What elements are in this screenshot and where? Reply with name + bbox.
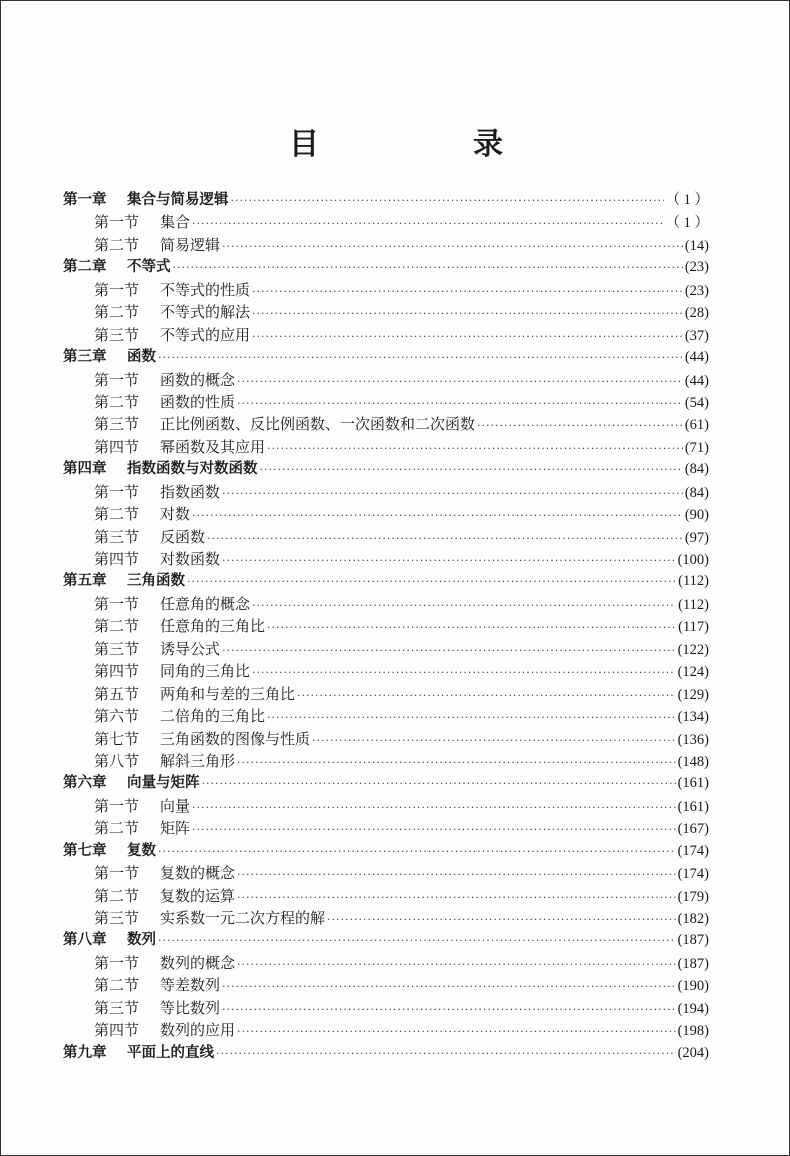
dot-leader	[252, 326, 683, 348]
entry-title: 函数的性质	[160, 392, 236, 411]
entry-number: 第七节	[94, 729, 140, 748]
entry-number: 第一节	[94, 953, 140, 972]
dot-leader	[222, 483, 683, 505]
entry-page-number: (28)	[684, 305, 709, 322]
toc-section-entry	[63, 952, 709, 974]
entry-page-number: (44)	[684, 372, 709, 389]
entry-page-number: (84)	[684, 461, 709, 478]
toc-chapter-entry	[63, 772, 709, 794]
entry-title: 复数的运算	[160, 886, 236, 905]
toc-section-entry	[63, 683, 709, 705]
toc-section-entry	[63, 234, 709, 256]
entry-title: 对数	[160, 505, 191, 524]
dot-leader	[222, 236, 683, 258]
dot-leader	[207, 528, 683, 550]
entry-page-number: (54)	[684, 394, 709, 411]
entry-page-number: (179)	[677, 888, 709, 905]
dot-leader	[237, 887, 676, 909]
entry-title: 函数的概念	[160, 370, 236, 389]
entry-title: 不等式	[127, 259, 171, 276]
dot-leader	[222, 550, 676, 572]
entry-page-number: （ 1 ）	[665, 215, 709, 232]
dot-leader	[252, 303, 683, 325]
toc-chapter-entry	[63, 840, 709, 862]
toc-section-entry	[63, 413, 709, 435]
toc-section-entry	[63, 279, 709, 301]
entry-number: 第一节	[94, 482, 140, 501]
table-of-contents	[63, 189, 709, 1064]
entry-title: 不等式的应用	[160, 325, 251, 344]
entry-page-number: (174)	[677, 842, 709, 859]
entry-page-number: (112)	[678, 596, 709, 613]
toc-section-entry	[63, 436, 709, 458]
entry-number: 第三节	[94, 325, 140, 344]
dot-leader	[237, 954, 676, 976]
entry-number: 第二节	[94, 235, 140, 254]
entry-title: 集合	[160, 213, 191, 232]
entry-page-number: (161)	[677, 775, 709, 792]
toc-section-entry	[63, 301, 709, 323]
entry-title: 矩阵	[160, 819, 191, 838]
entry-number: 第三节	[94, 415, 140, 434]
dot-leader	[158, 930, 676, 952]
entry-title: 集合与简易逻辑	[127, 192, 229, 208]
toc-section-entry	[63, 862, 709, 884]
entry-page-number: (122)	[677, 641, 709, 658]
entry-number: 第一节	[94, 864, 140, 883]
dot-leader	[237, 1021, 676, 1043]
entry-title: 平面上的直线	[127, 1044, 214, 1061]
entry-title: 对数函数	[160, 550, 221, 568]
entry-title: 三角函数	[127, 573, 185, 590]
entry-number: 第三节	[94, 909, 140, 927]
entry-page-number: (100)	[677, 552, 709, 568]
toc-chapter-entry	[63, 929, 709, 951]
toc-section-entry	[63, 593, 709, 615]
dot-leader	[237, 752, 676, 774]
toc-chapter-entry	[63, 458, 709, 480]
entry-title: 复数	[127, 842, 156, 859]
dot-leader	[192, 505, 683, 527]
entry-title: 任意角的概念	[160, 594, 251, 613]
toc-chapter-entry	[63, 346, 709, 368]
toc-section-entry	[63, 1019, 709, 1041]
toc-chapter-entry	[63, 570, 709, 592]
entry-title: 等差数列	[160, 976, 221, 995]
entry-title: 不等式的解法	[160, 303, 251, 322]
toc-chapter-entry	[63, 256, 709, 278]
entry-title: 幂函数及其应用	[160, 437, 266, 456]
dot-leader	[158, 347, 683, 369]
toc-section-entry	[63, 324, 709, 346]
entry-title: 数列的应用	[160, 1021, 236, 1040]
entry-number: 第二节	[94, 303, 140, 322]
entry-title: 反函数	[160, 527, 206, 546]
entry-page-number: (161)	[677, 798, 709, 815]
entry-title: 指数函数	[160, 482, 221, 501]
entry-number: 第一章	[63, 192, 107, 208]
entry-number: 第五节	[94, 684, 140, 703]
toc-section-entry	[63, 615, 709, 637]
dot-leader	[187, 571, 676, 593]
entry-number: 第一节	[94, 213, 140, 232]
toc-section-entry	[63, 638, 709, 660]
dot-leader	[222, 640, 676, 662]
entry-page-number: (167)	[677, 821, 709, 838]
dot-leader	[237, 393, 683, 415]
toc-chapter-entry	[63, 189, 709, 211]
dot-leader	[237, 864, 676, 886]
toc-section-entry	[63, 907, 709, 929]
entry-number: 第三节	[94, 639, 140, 658]
entry-number: 第二节	[94, 886, 140, 905]
entry-page-number: (187)	[677, 932, 709, 949]
entry-number: 第三章	[63, 349, 107, 366]
entry-page-number: (204)	[677, 1044, 709, 1061]
entry-number: 第二章	[63, 259, 107, 276]
entry-page-number: (23)	[684, 282, 709, 299]
entry-page-number: (90)	[684, 507, 709, 524]
toc-section-entry	[63, 391, 709, 413]
entry-title: 不等式的性质	[160, 280, 251, 299]
entry-title: 数列	[127, 932, 156, 949]
entry-page-number: (84)	[684, 484, 709, 501]
entry-number: 第二节	[94, 976, 140, 995]
entry-number: 第二节	[94, 617, 140, 636]
entry-page-number: (194)	[677, 1000, 709, 1017]
entry-page-number: (198)	[677, 1023, 709, 1040]
entry-number: 第一节	[94, 796, 140, 815]
entry-title: 同角的三角比	[160, 662, 251, 681]
entry-number: 第九章	[63, 1044, 107, 1061]
entry-page-number: (117)	[678, 619, 709, 636]
entry-title: 二倍角的三角比	[160, 707, 266, 726]
toc-section-entry	[63, 974, 709, 996]
entry-number: 第八章	[63, 932, 107, 949]
dot-leader	[252, 662, 676, 684]
dot-leader	[192, 819, 676, 841]
dot-leader	[260, 459, 683, 481]
toc-section-entry	[63, 503, 709, 525]
dot-leader	[252, 281, 683, 303]
dot-leader	[252, 595, 676, 617]
entry-number: 第二节	[94, 392, 140, 411]
dot-leader	[267, 617, 676, 639]
entry-number: 第四章	[63, 461, 107, 478]
entry-page-number: (134)	[677, 709, 709, 726]
toc-section-entry	[63, 548, 709, 570]
entry-title: 任意角的三角比	[160, 617, 266, 636]
entry-page-number: (71)	[684, 439, 709, 456]
dot-leader	[327, 909, 676, 931]
entry-number: 第六节	[94, 707, 140, 726]
dot-leader	[477, 415, 683, 437]
entry-title: 简易逻辑	[160, 235, 221, 254]
toc-section-entry	[63, 705, 709, 727]
entry-number: 第七章	[63, 842, 107, 859]
entry-page-number: (182)	[677, 911, 709, 927]
dot-leader	[222, 999, 676, 1021]
entry-number: 第一节	[94, 370, 140, 389]
entry-number: 第二节	[94, 505, 140, 524]
entry-page-number: (14)	[684, 237, 709, 254]
entry-page-number: (97)	[684, 529, 709, 546]
dot-leader	[297, 685, 676, 707]
toc-section-entry	[63, 997, 709, 1019]
entry-title: 向量与矩阵	[127, 775, 200, 792]
entry-page-number: (190)	[677, 978, 709, 995]
toc-section-entry	[63, 211, 709, 233]
entry-number: 第一节	[94, 280, 140, 299]
dot-leader	[202, 773, 676, 795]
entry-page-number: (148)	[677, 753, 709, 770]
entry-page-number: (112)	[678, 573, 709, 590]
toc-section-entry	[63, 369, 709, 391]
dot-leader	[267, 707, 676, 729]
dot-leader	[216, 1043, 676, 1065]
dot-leader	[173, 257, 683, 279]
entry-page-number: (23)	[684, 259, 709, 276]
entry-number: 第二节	[94, 819, 140, 838]
toc-chapter-entry	[63, 1042, 709, 1064]
dot-leader	[158, 841, 676, 863]
entry-page-number: (61)	[684, 417, 709, 434]
dot-leader	[237, 371, 683, 393]
entry-title: 正比例函数、反比例函数、一次函数和二次函数	[160, 415, 476, 434]
toc-section-entry	[63, 885, 709, 907]
entry-page-number: （ 1 ）	[665, 192, 709, 208]
entry-title: 实系数一元二次方程的解	[160, 909, 326, 927]
entry-number: 第一节	[94, 594, 140, 613]
toc-section-entry	[63, 728, 709, 750]
entry-title: 数列的概念	[160, 953, 236, 972]
dot-leader	[267, 438, 683, 460]
entry-title: 两角和与差的三角比	[160, 684, 296, 703]
entry-number: 第五章	[63, 573, 107, 590]
toc-section-entry	[63, 526, 709, 548]
entry-page-number: (129)	[677, 686, 709, 703]
entry-page-number: (44)	[684, 349, 709, 366]
toc-section-entry	[63, 660, 709, 682]
entry-title: 函数	[127, 349, 156, 366]
dot-leader	[222, 976, 676, 998]
entry-number: 第六章	[63, 775, 107, 792]
entry-page-number: (37)	[684, 327, 709, 344]
entry-title: 诱导公式	[160, 639, 221, 658]
entry-title: 向量	[160, 796, 191, 815]
entry-title: 三角函数的图像与性质	[160, 729, 311, 748]
entry-number: 第三节	[94, 527, 140, 546]
toc-section-entry	[63, 795, 709, 817]
entry-page-number: (187)	[677, 955, 709, 972]
toc-section-entry	[63, 817, 709, 839]
toc-section-entry	[63, 481, 709, 503]
entry-page-number: (174)	[677, 866, 709, 883]
toc-section-entry	[63, 750, 709, 772]
entry-title: 等比数列	[160, 998, 221, 1017]
dot-leader	[231, 190, 664, 212]
entry-page-number: (136)	[677, 731, 709, 748]
page-title: 目 录	[289, 127, 565, 162]
entry-number: 第四节	[94, 1021, 140, 1040]
entry-number: 第八节	[94, 751, 140, 770]
entry-number: 第三节	[94, 998, 140, 1017]
dot-leader	[192, 797, 676, 819]
entry-title: 复数的概念	[160, 864, 236, 883]
entry-title: 解斜三角形	[160, 751, 236, 770]
entry-page-number: (124)	[677, 664, 709, 681]
entry-number: 第四节	[94, 437, 140, 456]
entry-number: 第四节	[94, 550, 140, 568]
dot-leader	[312, 730, 676, 752]
entry-number: 第四节	[94, 662, 140, 681]
entry-title: 指数函数与对数函数	[127, 461, 258, 478]
dot-leader	[192, 213, 663, 235]
